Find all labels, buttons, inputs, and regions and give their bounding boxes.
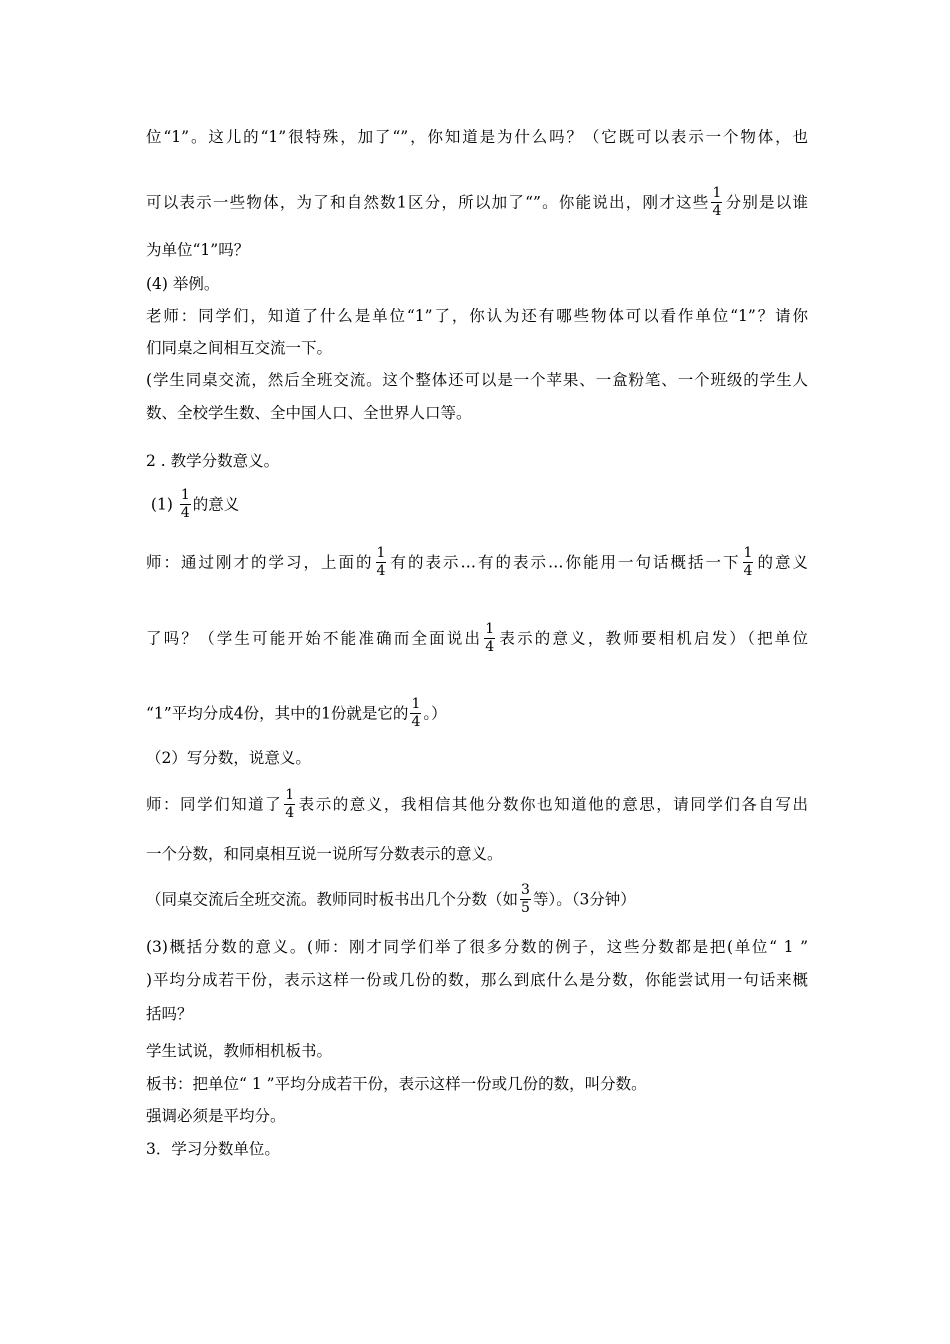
- text-run: 强调必须是平均分。: [146, 1107, 286, 1125]
- fraction-numerator: 1: [376, 545, 386, 561]
- text-run: “1”平均分成4份，其中的1份就是它的: [146, 704, 409, 723]
- text-line: [146, 882, 636, 916]
- text-run: (4) 举例。: [146, 275, 220, 293]
- text-run: 分别是以谁: [724, 193, 808, 212]
- fraction-numerator: 1: [180, 487, 190, 503]
- fraction: [410, 696, 421, 731]
- text-run: 一个分数，和同桌相互说一说所写分数表示的意义。: [146, 845, 503, 863]
- text-line: [146, 746, 311, 770]
- text-run: 为单位“1”吗？: [146, 241, 250, 259]
- text-run: 有的表示…有的表示…你能用一句话概括一下: [388, 553, 741, 572]
- text-line: [146, 185, 808, 219]
- section-heading: [146, 1137, 280, 1161]
- text-run: )平均分成若干份，表示这样一份或几份的数，那么到底什么是分数，你能尝试用一句话来概: [146, 971, 808, 989]
- fraction: [180, 487, 191, 522]
- fraction: [743, 545, 754, 580]
- fraction: [484, 621, 495, 656]
- section-heading: [146, 449, 279, 473]
- text-line: [146, 1002, 193, 1026]
- text-line: [146, 368, 808, 392]
- text-run: 师：同学们知道了: [146, 795, 283, 814]
- text-run: 位“1”。这儿的“1”很特殊，加了“”，你知道是为什么吗？（它既可以表示一个物体，也: [146, 128, 808, 146]
- text-run: 板书：把单位“ 1 ”平均分成若干份，表示这样一份或几份的数，叫分数。: [146, 1075, 647, 1093]
- fraction-numerator: 1: [743, 545, 753, 561]
- text-run: 等）。（3分钟）: [532, 890, 636, 909]
- text-run: 括吗？: [146, 1005, 193, 1023]
- fraction-numerator: 1: [485, 621, 495, 637]
- fraction-numerator: 1: [285, 787, 295, 803]
- fraction-denominator: 4: [743, 563, 753, 579]
- text-run: 师：通过刚才的学习，上面的: [146, 553, 374, 572]
- text-line: [146, 696, 447, 730]
- text-run: (3)概括分数的意义。(师：刚才同学们举了很多分数的例子，这些分数都是把(单位“ 1 ”: [146, 938, 808, 956]
- text-line: [146, 1039, 332, 1063]
- text-line: [146, 125, 808, 149]
- fraction-denominator: 4: [180, 505, 190, 521]
- text-line: [146, 842, 503, 866]
- fraction: [520, 882, 531, 917]
- text-run: （同桌交流后全班交流。教师同时板书出几个分数（如: [146, 890, 519, 909]
- text-run: 的意义: [192, 495, 240, 514]
- text-run: (学生同桌交流，然后全班交流。这个整体还可以是一个苹果、一盒粉笔、一个班级的学生人: [146, 371, 808, 389]
- fraction: [711, 185, 722, 220]
- text-run: 3．学习分数单位。: [146, 1140, 280, 1158]
- fraction-denominator: 4: [411, 714, 421, 730]
- text-line: [146, 238, 249, 262]
- text-run: 的意义: [755, 553, 808, 572]
- fraction-denominator: 5: [521, 900, 530, 916]
- fraction-numerator: 3: [521, 882, 530, 898]
- text-run: 。）: [423, 704, 447, 723]
- text-line: [146, 935, 808, 959]
- text-line: [146, 545, 808, 579]
- text-run: 数、全校学生数、全中国人口、全世界人口等。: [146, 404, 472, 422]
- text-run: 表示的意义，教师要相机启发）（把单位: [497, 629, 808, 648]
- text-line: [146, 621, 808, 655]
- text-line: [146, 336, 332, 360]
- text-line: [146, 401, 472, 425]
- fraction-denominator: 4: [485, 639, 495, 655]
- text-line: [146, 487, 240, 521]
- text-line: [146, 272, 219, 296]
- text-line: [146, 1072, 647, 1096]
- text-line: [146, 968, 808, 992]
- fraction-denominator: 4: [376, 563, 386, 579]
- text-run: （2）写分数，说意义。: [146, 749, 311, 767]
- text-run: 们同桌之间相互交流一下。: [146, 339, 333, 357]
- text-run: 了吗？（学生可能开始不能准确而全面说出: [146, 629, 483, 648]
- text-line: [146, 787, 808, 821]
- fraction-numerator: 1: [712, 185, 722, 201]
- text-run: 2 . 教学分数意义。: [146, 452, 280, 470]
- fraction-numerator: 1: [411, 696, 421, 712]
- text-run: (1): [146, 495, 178, 514]
- text-line: [146, 304, 808, 328]
- text-run: 表示的意义，我相信其他分数你也知道他的意思，请同学们各自写出: [297, 795, 808, 814]
- text-run: 可以表示一些物体，为了和自然数1区分，所以加了“”。你能说出，刚才这些: [146, 193, 710, 212]
- fraction-denominator: 4: [285, 805, 295, 821]
- text-line: [146, 1104, 286, 1128]
- fraction: [284, 787, 295, 822]
- text-run: 老师：同学们，知道了什么是单位“1”了，你认为还有哪些物体可以看作单位“1”？请你: [146, 307, 808, 325]
- fraction: [376, 545, 387, 580]
- text-run: 学生试说，教师相机板书。: [146, 1042, 333, 1060]
- fraction-denominator: 4: [712, 203, 722, 219]
